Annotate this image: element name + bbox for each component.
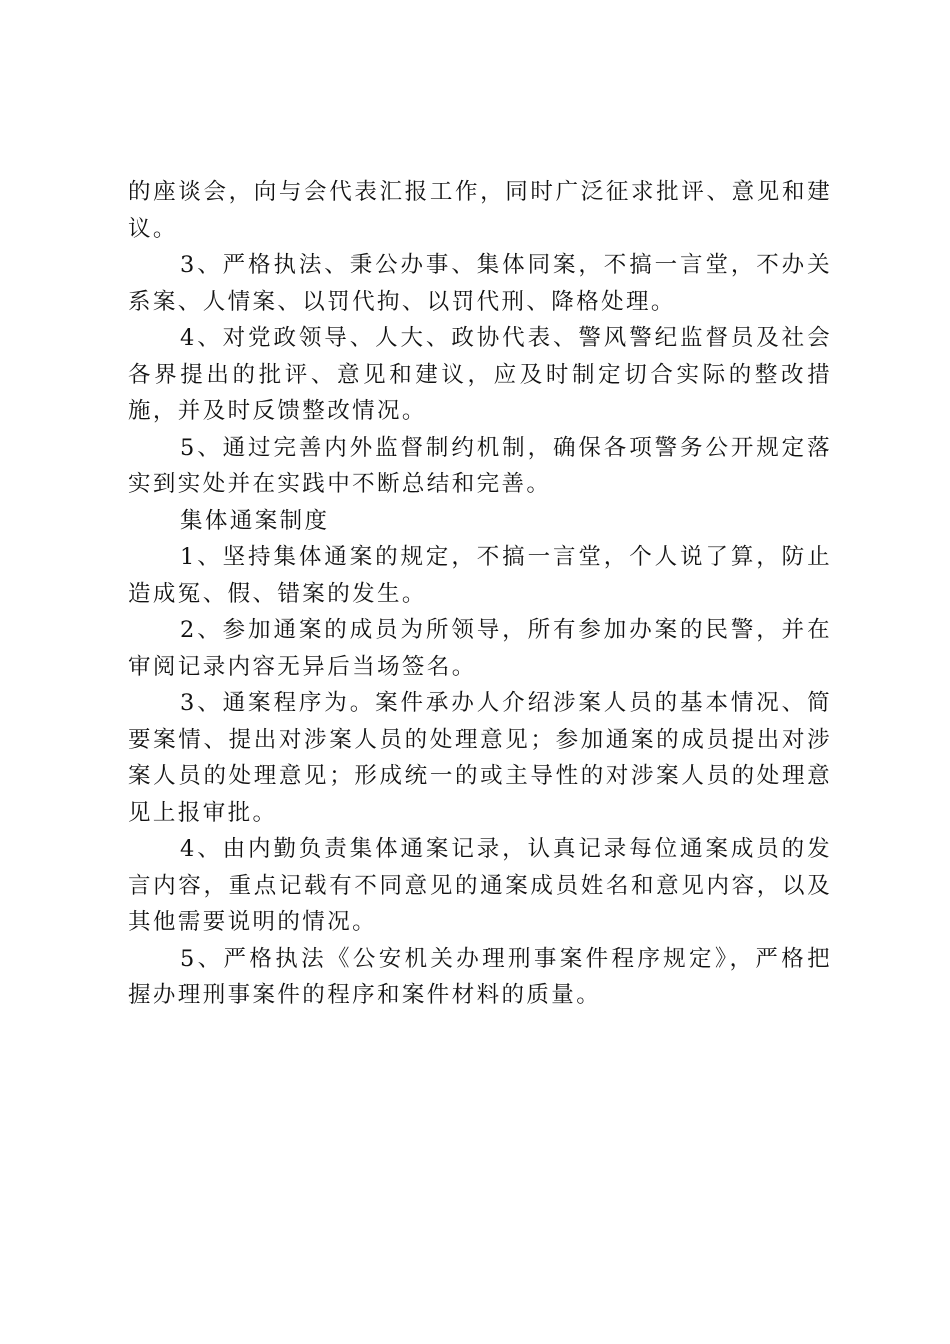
rule-item-4: 4、由内勤负责集体通案记录，认真记录每位通案成员的发言内容，重点记载有不同意见的通案成员姓名和意见内容，以及其他需要说明的情况。 <box>128 836 832 935</box>
rule-item-5: 5、严格执法《公安机关办理刑事案件程序规定》，严格把握办理刑事案件的程序和案件材料的质量。 <box>128 945 832 1008</box>
paragraph-item-5: 5、通过完善内外监督制约机制，确保各项警务公开规定落实到实处并在实践中不断总结和完善。 <box>128 434 832 497</box>
section-heading: 集体通案制度 <box>180 507 330 534</box>
paragraph-continuation: 的座谈会，向与会代表汇报工作，同时广泛征求批评、意见和建议。 <box>128 179 832 242</box>
paragraph-item-4: 4、对党政领导、人大、政协代表、警风警纪监督员及社会各界提出的批评、意见和建议，应及时制定切合实际的整改措施，并及时反馈整改情况。 <box>128 325 832 424</box>
rule-item-1: 1、坚持集体通案的规定，不搞一言堂，个人说了算，防止造成冤、假、错案的发生。 <box>128 544 832 607</box>
rule-item-2: 2、参加通案的成员为所领导，所有参加办案的民警，并在审阅记录内容无异后当场签名。 <box>128 617 832 680</box>
rule-item-3: 3、通案程序为。案件承办人介绍涉案人员的基本情况、简要案情、提出对涉案人员的处理意见；参加通案的成员提出对涉案人员的处理意见；形成统一的或主导性的对涉案人员的处理意见上报审批。 <box>128 690 832 826</box>
document-body <box>128 174 832 1014</box>
paragraph-item-3: 3、严格执法、秉公办事、集体同案，不搞一言堂，不办关系案、人情案、以罚代拘、以罚代刑、降格处理。 <box>128 252 832 315</box>
